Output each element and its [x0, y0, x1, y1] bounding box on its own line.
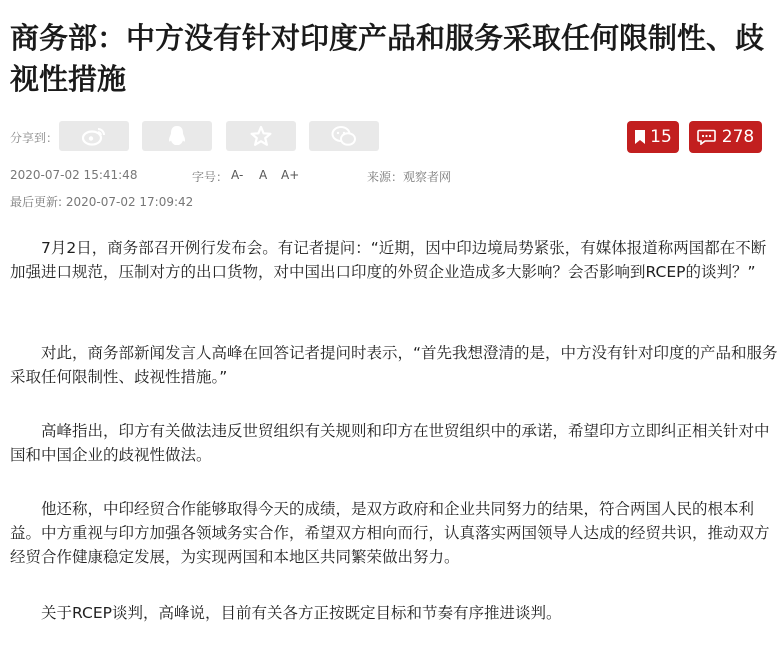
- font-size-large-button[interactable]: A+: [281, 168, 300, 182]
- article-paragraph: 关于RCEP谈判，高峰说，目前有关各方正按既定目标和节奏有序推进谈判。: [41, 604, 562, 622]
- share-favorite-button[interactable]: [226, 121, 296, 151]
- article-title: 商务部：中方没有针对印度产品和服务采取任何限制性、歧视性措施: [10, 21, 765, 96]
- bookmark-count: 15: [650, 127, 672, 147]
- last-updated: 最后更新: 2020-07-02 17:09:42: [10, 195, 194, 209]
- font-size-label: 字号：: [192, 170, 229, 184]
- comment-button[interactable]: [689, 121, 762, 153]
- publish-time: 2020-07-02 15:41:48: [10, 168, 138, 182]
- article-paragraph: 对此，商务部新闻发言人高峰在回答记者提问时表示，“首先我想澄清的是，中方没有针对印度的产品和服务采取任何限制性、歧视性措施。”: [10, 344, 778, 386]
- weibo-icon: [82, 126, 106, 146]
- bookmark-icon: [634, 129, 646, 145]
- font-size-normal-button[interactable]: A: [259, 168, 268, 182]
- comment-icon: [697, 129, 716, 145]
- share-label: 分享到：: [10, 131, 59, 145]
- font-size-small-button[interactable]: A-: [231, 168, 244, 182]
- article-paragraph: 7月2日，商务部召开例行发布会。有记者提问：“近期，因中印边境局势紧张，有媒体报道称两国都在不断加强进口规范，压制对方的出口货物，对中国出口印度的外贸企业造成多大影响？会否影响到RCEP的谈判？”: [10, 239, 767, 281]
- share-qq-button[interactable]: [142, 121, 212, 151]
- wechat-icon: [331, 125, 357, 147]
- share-weibo-button[interactable]: [59, 121, 129, 151]
- share-wechat-button[interactable]: [309, 121, 379, 151]
- qq-icon: [167, 125, 187, 147]
- article-paragraph: 他还称，中印经贸合作能够取得今天的成绩，是双方政府和企业共同努力的结果，符合两国人民的根本利益。中方重视与印方加强各领域务实合作，希望双方相向而行，认真落实两国领导人达成的经贸共识，推动双方经贸合作健康稳定发展，为实现两国和本地区共同繁荣做出努力。: [10, 500, 770, 566]
- comment-count: 278: [721, 127, 755, 147]
- star-icon: [250, 125, 272, 147]
- article-source: 来源：观察者网: [367, 170, 452, 184]
- bookmark-button[interactable]: [627, 121, 679, 153]
- article-paragraph: 高峰指出，印方有关做法违反世贸组织有关规则和印方在世贸组织中的承诺，希望印方立即纠正相关针对中国和中国企业的歧视性做法。: [10, 422, 770, 464]
- share-bar: [10, 121, 774, 153]
